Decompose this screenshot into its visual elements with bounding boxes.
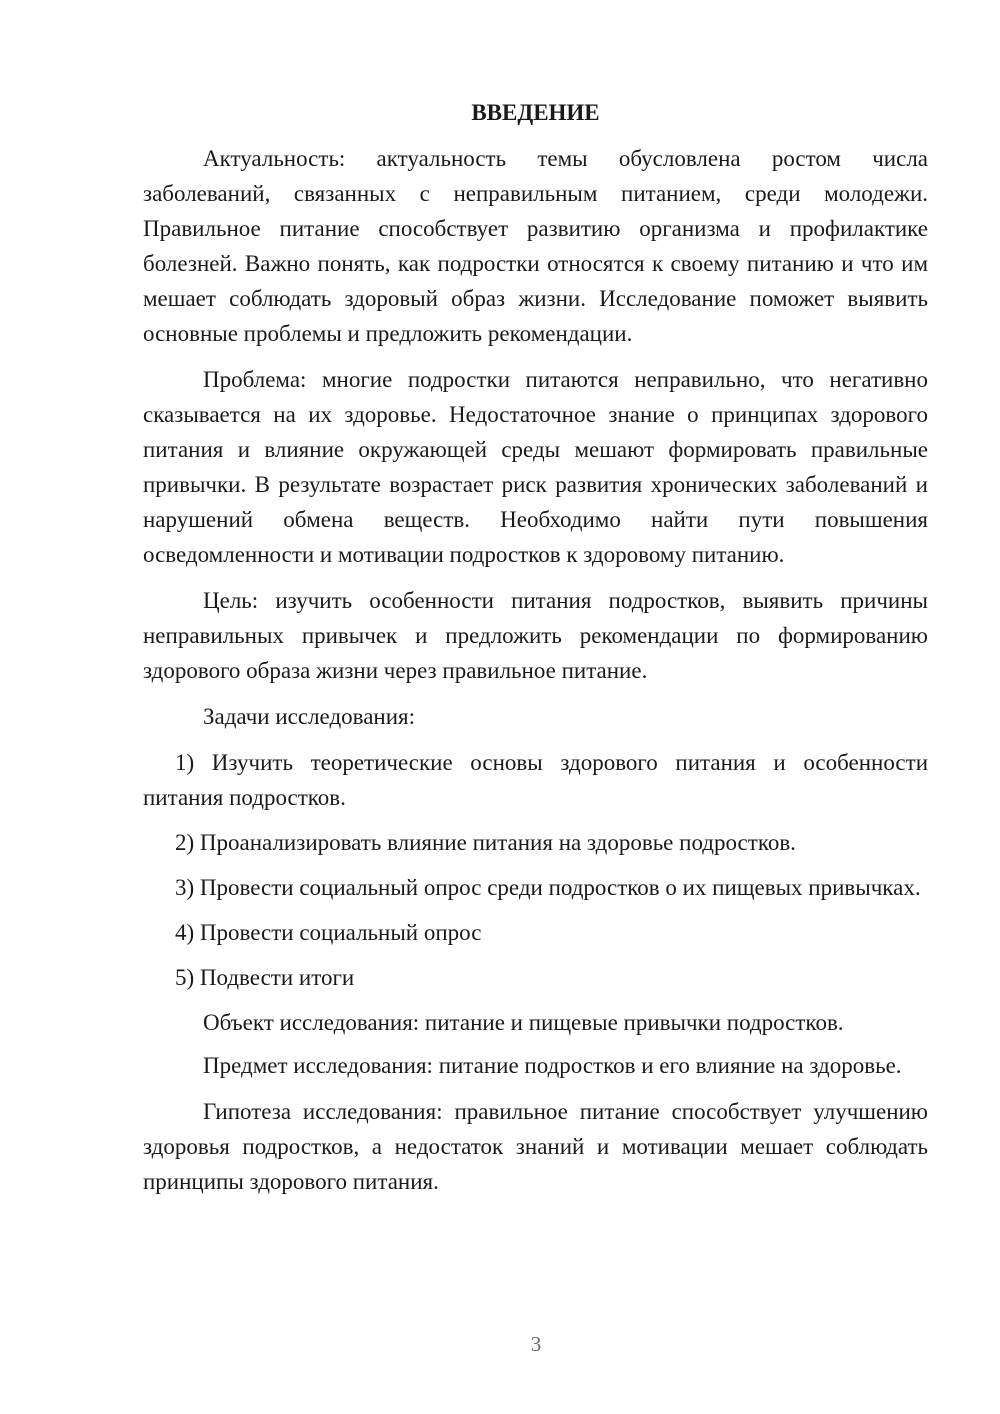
subject-paragraph: Предмет исследования: питание подростков и его влияние на здоровье. [203, 1053, 902, 1078]
section-heading: ВВЕДЕНИЕ [471, 100, 600, 125]
hypothesis-paragraph: Гипотеза исследования: правильное питание способствует улучшению здоровья подростков, а недостаток знаний и мотивации мешает соблюдать принципы здорового питания. [143, 1099, 928, 1194]
relevance-paragraph: Актуальность: актуальность темы обусловлена ростом числа заболеваний, связанных с неправильным питанием, среди молодежи. Правильное питание способствует развитию организма и профилактике болезней. Важно понять, как подростки относятся к своему питанию и что им мешает соблюдать здоровый образ жизни. Исследование поможет выявить основные проблемы и предложить рекомендации. [143, 146, 928, 346]
task-item-3: 3) Провести социальный опрос среди подростков о их пищевых привычках. [175, 875, 921, 900]
problem-paragraph: Проблема: многие подростки питаются неправильно, что негативно сказывается на их здоровье. Недостаточное знание о принципах здорового питания и влияние окружающей среды мешают формировать правильные привычки. В результате возрастает риск развития хронических заболеваний и нарушений обмена веществ. Необходимо найти пути повышения осведомленности и мотивации подростков к здоровому питанию. [143, 367, 928, 567]
object-paragraph: Объект исследования: питание и пищевые привычки подростков. [203, 1010, 844, 1035]
task-item-1: 1) Изучить теоретические основы здорового питания и особенности питания подростков. [143, 750, 928, 810]
tasks-heading: Задачи исследования: [203, 704, 416, 729]
document-body [143, 95, 928, 1210]
task-item-5: 5) Подвести итоги [175, 965, 355, 990]
task-item-4: 4) Провести социальный опрос [175, 920, 482, 945]
goal-paragraph: Цель: изучить особенности питания подростков, выявить причины неправильных привычек и предложить рекомендации по формированию здорового образа жизни через правильное питание. [143, 588, 928, 683]
task-item-2: 2) Проанализировать влияние питания на здоровье подростков. [175, 830, 796, 855]
page-number: 3 [530, 1332, 542, 1356]
